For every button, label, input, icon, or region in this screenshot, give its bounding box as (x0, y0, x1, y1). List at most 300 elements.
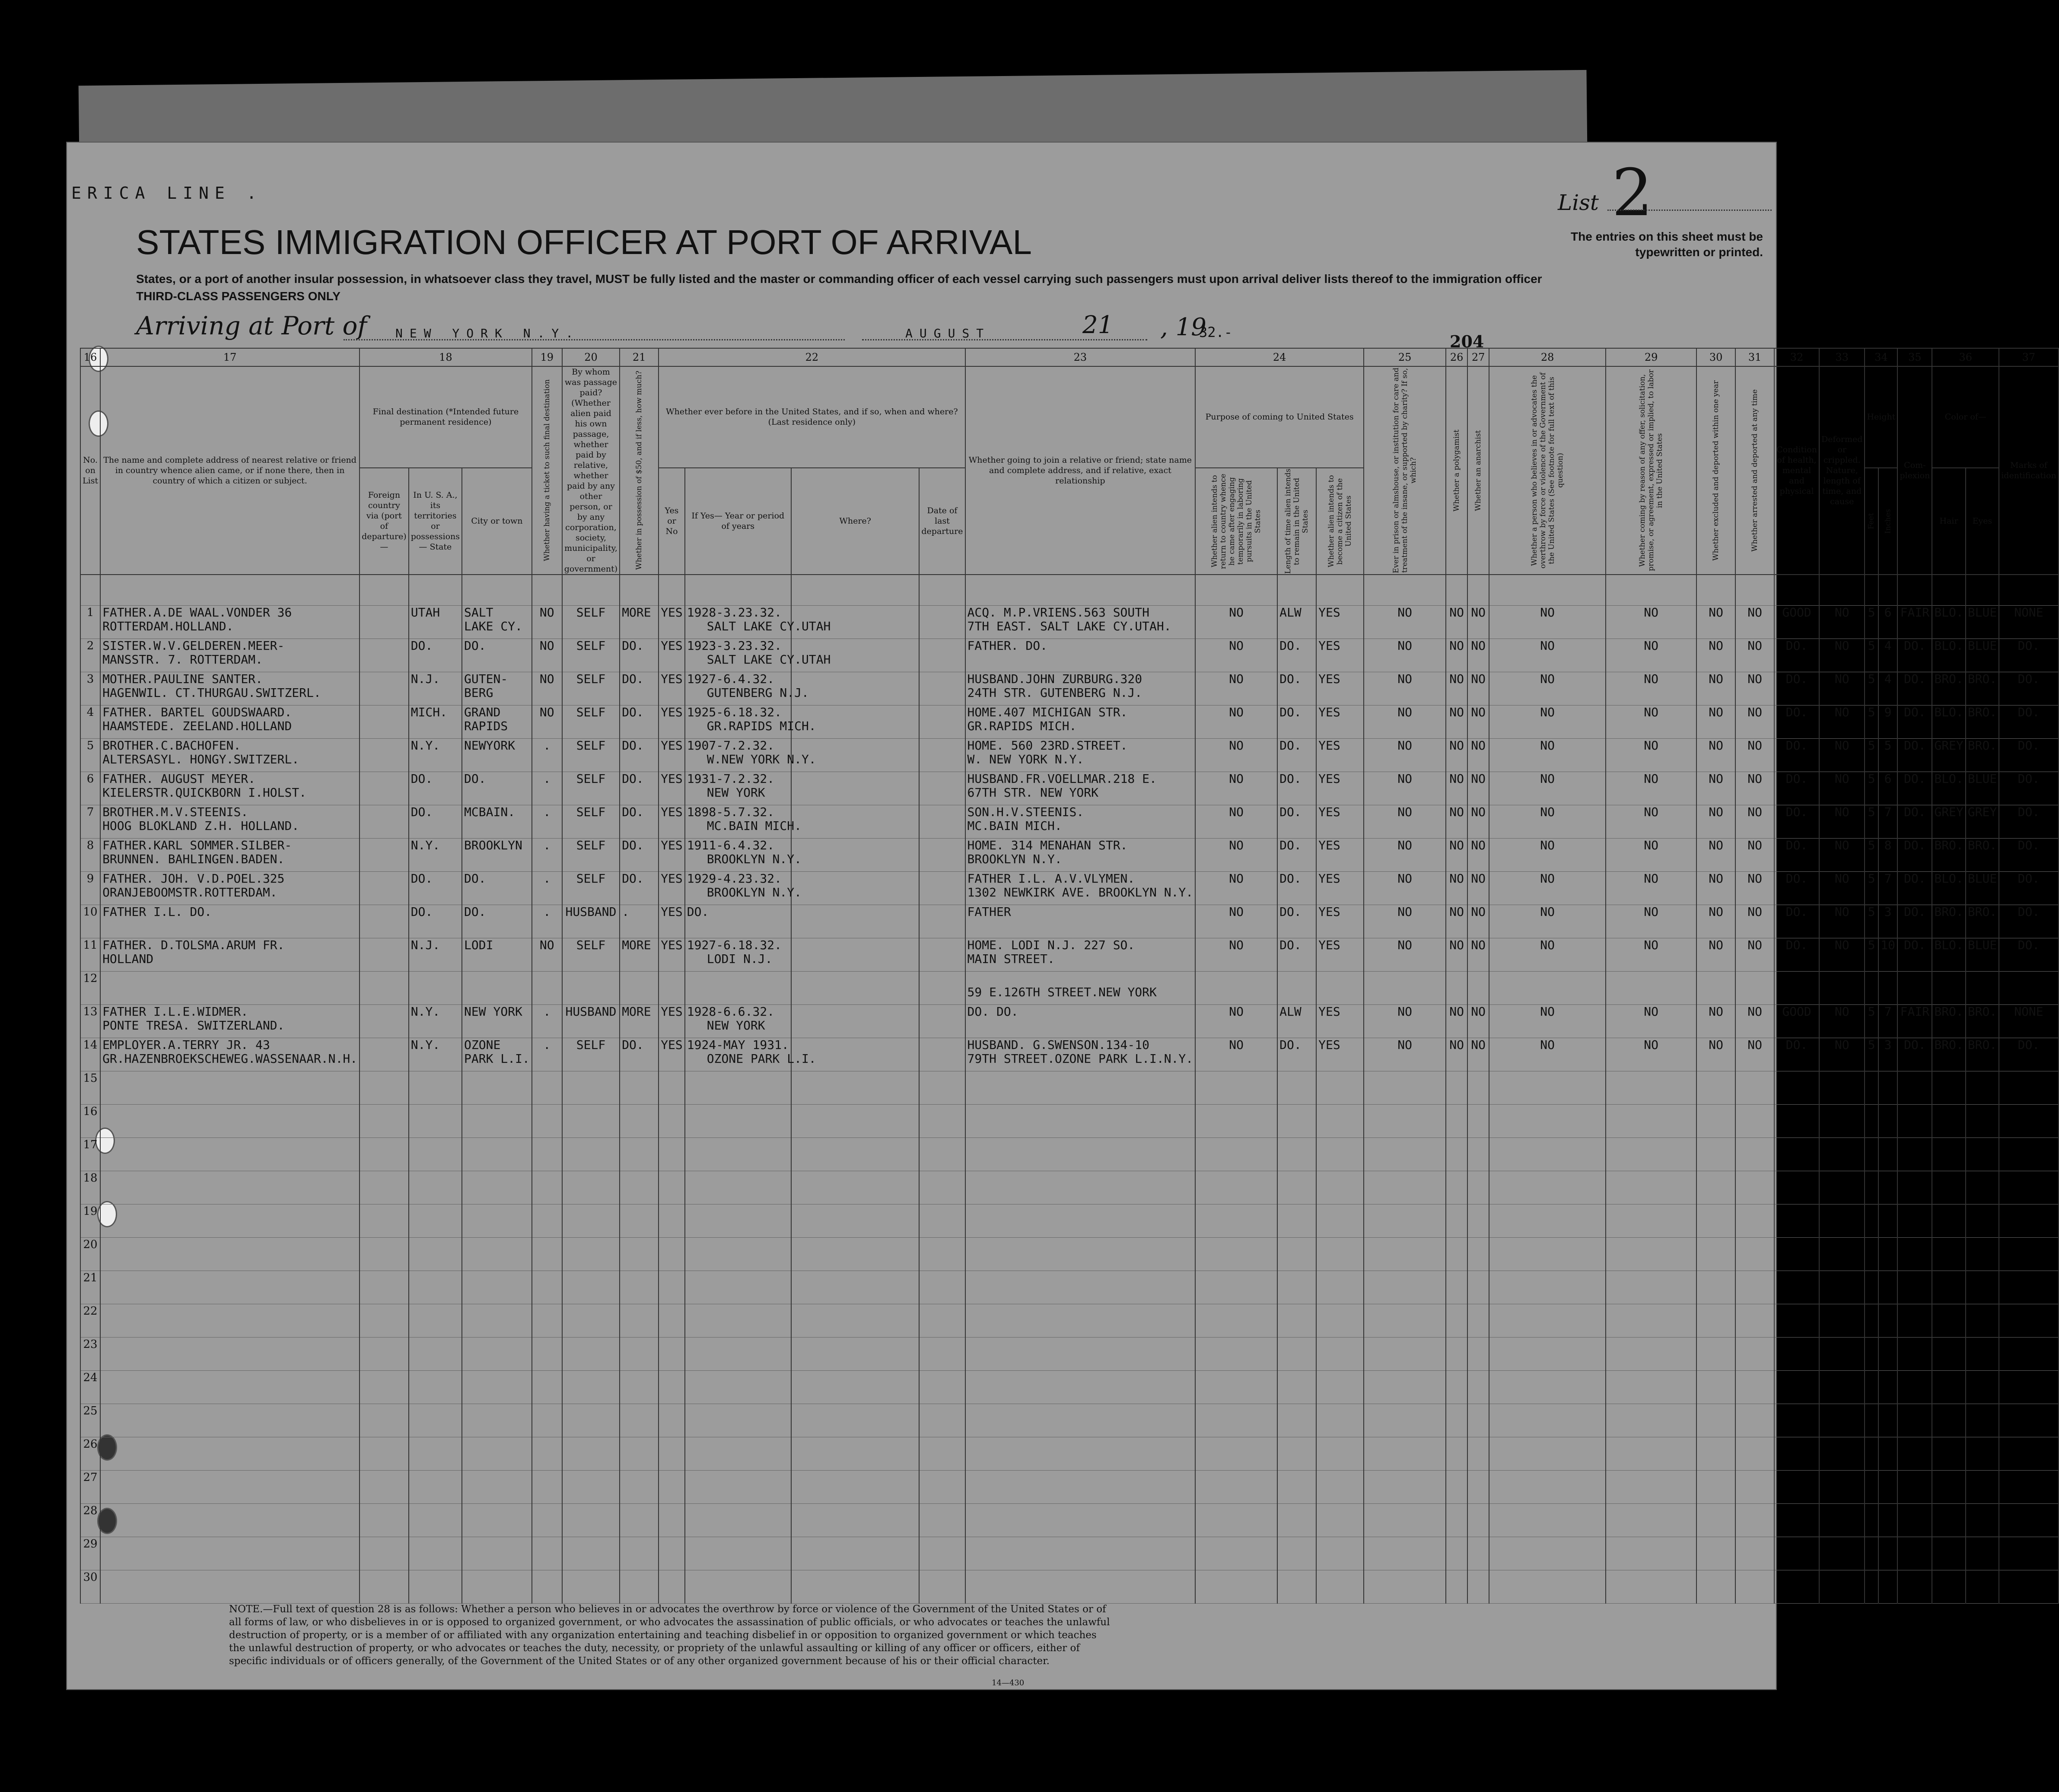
empty-cell (1446, 1071, 1467, 1105)
empty-cell (1696, 1238, 1735, 1271)
dest-city: DO. (462, 905, 532, 938)
empty-cell (1999, 1271, 2058, 1304)
column-number: 26 (1446, 348, 1467, 366)
empty-cell (1606, 1138, 1696, 1171)
empty-cell (462, 1071, 532, 1105)
answer-c29: NO (1606, 905, 1696, 938)
header-q30: Whether excluded and deported within one year (1696, 366, 1735, 575)
empty-cell (1897, 1071, 1932, 1105)
empty-cell (409, 1504, 462, 1537)
joining-relative: FATHER I.L. A.V.VLYMEN. 1302 NEWKIRK AVE. BROOKLYN N.Y. (965, 872, 1196, 905)
empty-cell (1606, 1304, 1696, 1338)
empty-cell (791, 1105, 920, 1138)
empty-cell (620, 1437, 659, 1471)
height-feet: 5 (1865, 839, 1878, 872)
fifty-dollars: DO. (620, 772, 659, 805)
answer-c31: NO (1735, 872, 1774, 905)
list-underline (1607, 210, 1772, 211)
column-number: 28 (1489, 348, 1606, 366)
table-row (80, 1404, 2059, 1437)
empty-cell (919, 1570, 965, 1604)
empty-cell (919, 1338, 965, 1371)
dest-state: UTAH (409, 606, 462, 639)
empty-cell (1999, 1304, 2058, 1338)
answer-c27: NO (1467, 1005, 1489, 1038)
answer-c31: NO (1735, 905, 1774, 938)
identification-marks: DO. (1999, 705, 2058, 739)
identification-marks: DO. (1999, 672, 2058, 705)
identification-marks: DO. (1999, 839, 2058, 872)
deformed (1819, 972, 1865, 1005)
purpose-length: DO. (1277, 639, 1316, 672)
empty-cell (532, 1105, 562, 1138)
empty-cell (100, 1338, 360, 1371)
row-number: 14 (80, 1038, 100, 1071)
empty-cell (685, 1371, 791, 1404)
spacer-cell (620, 575, 659, 606)
answer-c27: NO (1467, 905, 1489, 938)
row-number: 26 (80, 1437, 100, 1471)
table-row (80, 1271, 2059, 1304)
empty-cell (1735, 1437, 1774, 1471)
column-number: 30 (1696, 348, 1735, 366)
row-number: 10 (80, 905, 100, 938)
where-text: MC.BAIN MICH. (706, 819, 802, 833)
answer-c27: NO (1467, 639, 1489, 672)
identification-marks: DO. (1999, 639, 2058, 672)
purpose-citizen: YES (1316, 872, 1364, 905)
answer-c26: NO (1446, 872, 1467, 905)
answer-c30: NO (1696, 672, 1735, 705)
empty-cell (1316, 1138, 1364, 1171)
empty-cell (409, 1404, 462, 1437)
empty-cell (1446, 1504, 1467, 1537)
spacer-cell (1696, 575, 1735, 606)
empty-cell (1489, 1138, 1606, 1171)
empty-cell (100, 1071, 360, 1105)
empty-cell (1819, 1304, 1865, 1338)
empty-cell (1774, 1238, 1819, 1271)
empty-cell (965, 1204, 1196, 1238)
purpose-return: NO (1195, 938, 1277, 972)
height-feet: 5 (1865, 905, 1878, 938)
row-number: 18 (80, 1171, 100, 1204)
column-header-row (80, 366, 2059, 468)
ticket: NO (532, 606, 562, 639)
row-number: 21 (80, 1271, 100, 1304)
deformed: NO (1819, 606, 1865, 639)
header-yes-no: Yes or No (659, 468, 685, 575)
health: DO. (1774, 805, 1819, 839)
empty-cell (360, 1404, 409, 1437)
identification-marks: DO. (1999, 739, 2058, 772)
eye-color: BRO. (1966, 1038, 1999, 1071)
empty-cell (965, 1271, 1196, 1304)
empty-cell (1696, 1105, 1735, 1138)
empty-cell (1446, 1471, 1467, 1504)
answer-c28: NO (1489, 606, 1606, 639)
passage-paid-by: HUSBAND (562, 1005, 620, 1038)
deformed: NO (1819, 1005, 1865, 1038)
empty-cell (100, 1570, 360, 1604)
empty-cell (532, 1338, 562, 1371)
hair-color: BLO. (1932, 639, 1965, 672)
been-before: YES (659, 872, 685, 905)
empty-cell (791, 1304, 920, 1338)
empty-cell (532, 1138, 562, 1171)
answer-c25: NO (1364, 705, 1446, 739)
answer-c31: NO (1735, 805, 1774, 839)
spacer-cell (360, 575, 409, 606)
answer-c26: NO (1446, 639, 1467, 672)
empty-cell (1897, 1338, 1932, 1371)
identification-marks: DO. (1999, 872, 2058, 905)
foreign-country (360, 839, 409, 872)
class-note: THIRD-CLASS PASSENGERS ONLY (136, 289, 341, 303)
purpose-citizen: YES (1316, 672, 1364, 705)
fifty-dollars: DO. (620, 705, 659, 739)
answer-c25: NO (1364, 1005, 1446, 1038)
empty-cell (1364, 1138, 1446, 1171)
column-number: 32 (1774, 348, 1819, 366)
relative-address: FATHER. BARTEL GOUDSWAARD. HAAMSTEDE. ZEELAND.HOLLAND (100, 705, 360, 739)
deformed: NO (1819, 905, 1865, 938)
purpose-length: DO. (1277, 672, 1316, 705)
empty-cell (409, 1138, 462, 1171)
answer-c27: NO (1467, 1038, 1489, 1071)
health (1774, 972, 1819, 1005)
empty-cell (1819, 1437, 1865, 1471)
answer-c26: NO (1446, 672, 1467, 705)
dest-city: DO. (462, 872, 532, 905)
joining-relative: HOME. 560 23RD.STREET. W. NEW YORK N.Y. (965, 739, 1196, 772)
last-departure (919, 772, 965, 805)
header-marks: Marks of identification (1999, 366, 2058, 575)
final-destination-title: Final destination (*Intended future permanent residence) (372, 407, 519, 427)
empty-cell (462, 1171, 532, 1204)
empty-cell (1819, 1371, 1865, 1404)
empty-cell (1489, 1304, 1606, 1338)
empty-cell (919, 1371, 965, 1404)
empty-cell (409, 1171, 462, 1204)
fifty-dollars: . (620, 905, 659, 938)
row-number: 2 (80, 639, 100, 672)
row-number: 13 (80, 1005, 100, 1038)
header-purpose-return: Whether alien intends to return to country whence he came after engaging temporarily in laboring pursuits in the United States (1195, 468, 1277, 575)
height-feet: 5 (1865, 639, 1878, 672)
joining-relative: HOME. LODI N.J. 227 SO. MAIN STREET. (965, 938, 1196, 972)
height-feet (1865, 972, 1878, 1005)
empty-cell (620, 1304, 659, 1338)
empty-cell (919, 1304, 965, 1338)
empty-cell (1878, 1071, 1898, 1105)
table-row (80, 639, 2059, 672)
answer-c30: NO (1696, 739, 1735, 772)
empty-cell (1195, 1105, 1277, 1138)
empty-cell (1932, 1304, 1965, 1338)
passage-paid-by: SELF (562, 705, 620, 739)
row-number: 3 (80, 672, 100, 705)
table-row (80, 1105, 2059, 1138)
empty-cell (791, 1238, 920, 1271)
purpose-citizen: YES (1316, 938, 1364, 972)
complexion: DO. (1897, 1038, 1932, 1071)
empty-cell (1277, 1371, 1316, 1404)
spacer-cell (1364, 575, 1446, 606)
empty-cell (1446, 1105, 1467, 1138)
answer-c28: NO (1489, 772, 1606, 805)
answer-c25: NO (1364, 772, 1446, 805)
empty-cell (659, 1371, 685, 1404)
relative-address: FATHER. JOH. V.D.POEL.325 ORANJEBOOMSTR.ROTTERDAM. (100, 872, 360, 905)
joining-relative: FATHER. DO. (965, 639, 1196, 672)
answer-c25 (1364, 972, 1446, 1005)
empty-cell (1489, 1204, 1606, 1238)
empty-cell (1897, 1504, 1932, 1537)
empty-cell (1195, 1338, 1277, 1371)
purpose-return: NO (1195, 739, 1277, 772)
complexion: DO. (1897, 805, 1932, 839)
list-number: 2 (1611, 156, 1653, 231)
empty-cell (1364, 1171, 1446, 1204)
empty-cell (1735, 1105, 1774, 1138)
foreign-country (360, 672, 409, 705)
height-inches: 7 (1878, 1005, 1898, 1038)
empty-cell (1316, 1537, 1364, 1570)
purpose-return (1195, 972, 1277, 1005)
spacer-cell (685, 575, 791, 606)
answer-c25: NO (1364, 1038, 1446, 1071)
eye-color: BRO. (1966, 905, 1999, 938)
deformed: NO (1819, 938, 1865, 972)
ticket: NO (532, 938, 562, 972)
spacer-cell (532, 575, 562, 606)
empty-cell (1696, 1204, 1735, 1238)
ticket: . (532, 739, 562, 772)
column-number: 29 (1606, 348, 1696, 366)
empty-cell (562, 1238, 620, 1271)
eye-color: BLUE (1966, 639, 1999, 672)
empty-cell (1467, 1204, 1489, 1238)
empty-cell (1865, 1138, 1878, 1171)
last-departure (919, 606, 965, 639)
where-text: W.NEW YORK N.Y. (706, 752, 816, 766)
empty-cell (1467, 1537, 1489, 1570)
empty-cell (1735, 1171, 1774, 1204)
relative-address: SISTER.W.V.GELDEREN.MEER- MANSSTR. 7. ROTTERDAM. (100, 639, 360, 672)
empty-cell (409, 1304, 462, 1338)
empty-cell (1606, 1238, 1696, 1271)
last-departure (919, 805, 965, 839)
empty-cell (1819, 1171, 1865, 1204)
foreign-country (360, 872, 409, 905)
empty-cell (562, 1171, 620, 1204)
empty-cell (1819, 1105, 1865, 1138)
empty-cell (620, 1171, 659, 1204)
empty-cell (1819, 1404, 1865, 1437)
purpose-return: NO (1195, 1038, 1277, 1071)
year-period (685, 972, 791, 1005)
empty-cell (360, 1371, 409, 1404)
height-inches: 7 (1878, 872, 1898, 905)
health: DO. (1774, 705, 1819, 739)
identification-marks (1999, 972, 2058, 1005)
empty-cell (1966, 1537, 1999, 1570)
relative-address: FATHER I.L. DO. (100, 905, 360, 938)
spacer-cell (1999, 575, 2058, 606)
header-final-destination (360, 366, 532, 468)
date-line (862, 339, 1147, 340)
empty-cell (620, 1138, 659, 1171)
empty-cell (360, 1105, 409, 1138)
empty-cell (1489, 1171, 1606, 1204)
where-text: BROOKLYN N.Y. (706, 885, 802, 899)
table-row (80, 1437, 2059, 1471)
answer-c30: NO (1696, 639, 1735, 672)
answer-c26: NO (1446, 905, 1467, 938)
year-period: 1928-3.23.32. (685, 606, 791, 639)
answer-c27: NO (1467, 805, 1489, 839)
column-number: 27 (1467, 348, 1489, 366)
foreign-country (360, 938, 409, 972)
health: GOOD (1774, 606, 1819, 639)
empty-cell (1446, 1238, 1467, 1271)
row-number: 19 (80, 1204, 100, 1238)
empty-cell (1606, 1537, 1696, 1570)
answer-c31: NO (1735, 739, 1774, 772)
empty-cell (1966, 1071, 1999, 1105)
empty-cell (919, 1071, 965, 1105)
height-inches: 9 (1878, 705, 1898, 739)
empty-cell (620, 1271, 659, 1304)
empty-cell (409, 1338, 462, 1371)
height-inches: 6 (1878, 606, 1898, 639)
header-q28: Whether a person who believes in or advocates the overthrow by force or violence of the Government of the United States (See footnote for full text of this question) (1489, 366, 1606, 575)
eye-color: BRO. (1966, 705, 1999, 739)
empty-cell (1195, 1304, 1277, 1338)
empty-cell (462, 1304, 532, 1338)
deformed: NO (1819, 839, 1865, 872)
purpose-return: NO (1195, 1005, 1277, 1038)
purpose-citizen: YES (1316, 639, 1364, 672)
where-text: SALT LAKE CY.UTAH (706, 652, 831, 667)
empty-cell (1735, 1204, 1774, 1238)
empty-cell (1316, 1437, 1364, 1471)
empty-cell (1774, 1138, 1819, 1171)
identification-marks: DO. (1999, 772, 2058, 805)
empty-cell (1878, 1271, 1898, 1304)
answer-c29: NO (1606, 705, 1696, 739)
answer-c28: NO (1489, 672, 1606, 705)
empty-cell (1696, 1537, 1735, 1570)
empty-cell (1446, 1437, 1467, 1471)
spacer-cell (409, 575, 462, 606)
been-before: YES (659, 938, 685, 972)
empty-cell (1696, 1271, 1735, 1304)
list-number-block (1558, 156, 1653, 231)
empty-cell (1932, 1537, 1965, 1570)
relative-address: FATHER. AUGUST MEYER. KIELERSTR.QUICKBORN I.HOLST. (100, 772, 360, 805)
table-row (80, 1038, 2059, 1071)
relative-address: FATHER. D.TOLSMA.ARUM FR. HOLLAND (100, 938, 360, 972)
empty-cell (1819, 1471, 1865, 1504)
dest-state: DO. (409, 905, 462, 938)
header-prison: Ever in prison or almshouse, or institution for care and treatment of the insane, or supported by charity? If so, which? (1364, 366, 1446, 575)
empty-cell (100, 1304, 360, 1338)
purpose-return: NO (1195, 772, 1277, 805)
fifty-dollars: DO. (620, 805, 659, 839)
empty-cell (562, 1437, 620, 1471)
empty-cell (791, 1371, 920, 1404)
empty-cell (360, 1171, 409, 1204)
empty-cell (1467, 1338, 1489, 1371)
empty-cell (1735, 1504, 1774, 1537)
deformed: NO (1819, 705, 1865, 739)
empty-cell (1865, 1371, 1878, 1404)
empty-cell (1735, 1371, 1774, 1404)
hair-color: BRO. (1932, 1005, 1965, 1038)
empty-cell (1489, 1338, 1606, 1371)
manifest-table (80, 348, 2059, 1604)
fifty-dollars: MORE (620, 1005, 659, 1038)
arriving-label: Arriving at Port of (136, 311, 367, 340)
answer-c26: NO (1446, 739, 1467, 772)
empty-cell (1999, 1071, 2058, 1105)
row-number: 4 (80, 705, 100, 739)
ticket: . (532, 905, 562, 938)
empty-cell (1774, 1437, 1819, 1471)
footnote-question-28: NOTE.—Full text of question 28 is as follows: Whether a person who believes in or advocates the overthrow by force or violence of the Government of the United States or of all forms of law, or who disbelieves in or is opposed to organized government, or who advocates the assassination of public officials, or who advocates or teaches the unlawful destruction of property, or is a member of or affiliated with any organization entertaining and teaching disbelief in or opposition to organized government or which teaches the unlawful destruction of property, or who advocates or teaches the duty, necessity, or propriety of the unlawful assaulting or killing of any officer or officers, either of specific individuals or of officers generally, of the Government of the United States or of any other organized government because of his or their official character. (229, 1604, 1110, 1667)
been-before: YES (659, 839, 685, 872)
empty-cell (532, 1371, 562, 1404)
height-inches: 4 (1878, 639, 1898, 672)
empty-cell (965, 1504, 1196, 1537)
been-before: YES (659, 805, 685, 839)
sheet-number: 204 (1450, 332, 1484, 351)
empty-cell (919, 1271, 965, 1304)
empty-cell (1277, 1105, 1316, 1138)
empty-cell (1966, 1504, 1999, 1537)
empty-cell (360, 1271, 409, 1304)
empty-cell (919, 1437, 965, 1471)
where-text: SALT LAKE CY.UTAH (706, 619, 831, 633)
empty-cell (1696, 1504, 1735, 1537)
header-q31: Whether arrested and deported at any time (1735, 366, 1774, 575)
empty-cell (1195, 1537, 1277, 1570)
passage-paid-by: SELF (562, 606, 620, 639)
row-number: 8 (80, 839, 100, 872)
empty-cell (562, 1105, 620, 1138)
purpose-length: DO. (1277, 839, 1316, 872)
answer-c30: NO (1696, 705, 1735, 739)
spacer-cell (965, 575, 1196, 606)
where-text: GR.RAPIDS MICH. (706, 719, 816, 733)
year-period: 1923-3.23.32. (685, 639, 791, 672)
where-text: OZONE PARK L.I. (706, 1052, 816, 1066)
empty-cell (360, 1504, 409, 1537)
empty-cell (1999, 1570, 2058, 1604)
empty-cell (1696, 1437, 1735, 1471)
empty-cell (1819, 1570, 1865, 1604)
answer-c30: NO (1696, 805, 1735, 839)
empty-cell (659, 1570, 685, 1604)
empty-cell (620, 1537, 659, 1570)
dest-city: SALT LAKE CY. (462, 606, 532, 639)
empty-cell (1932, 1271, 1965, 1304)
answer-c28: NO (1489, 905, 1606, 938)
empty-cell (1878, 1171, 1898, 1204)
page-title: STATES IMMIGRATION OFFICER AT PORT OF ARRIVAL (136, 223, 1032, 261)
